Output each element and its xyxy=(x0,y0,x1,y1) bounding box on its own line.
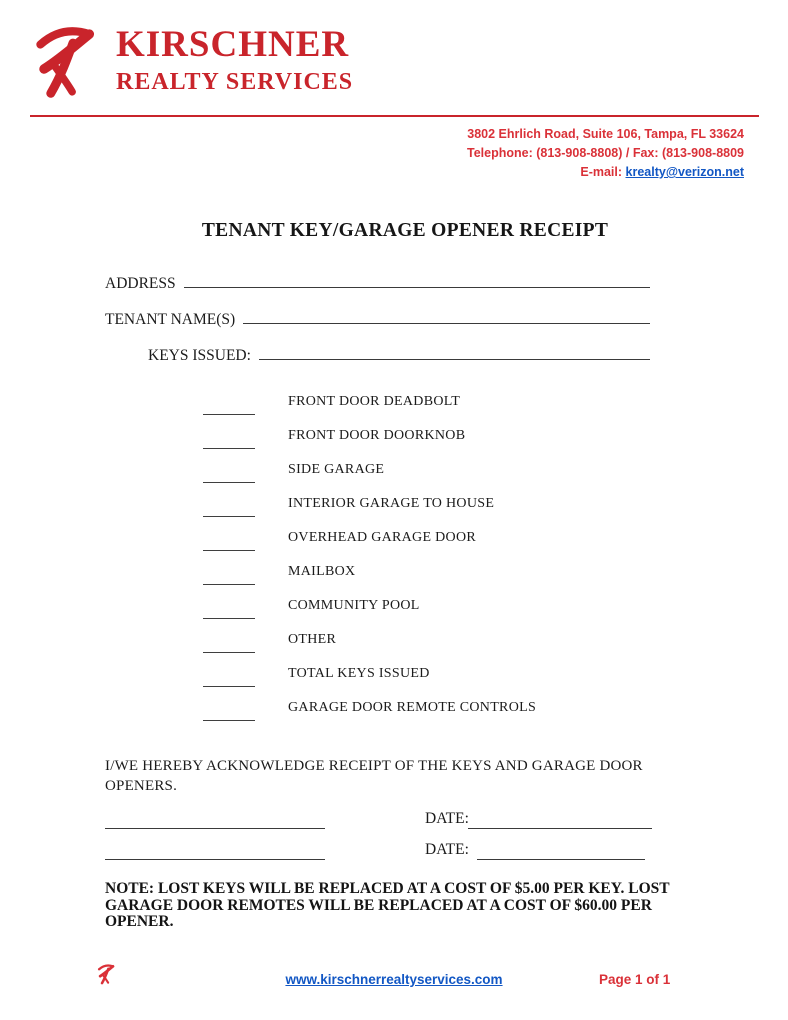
page-title: TENANT KEY/GARAGE OPENER RECEIPT xyxy=(201,220,609,241)
address-label: ADDRESS xyxy=(105,275,176,292)
signature-line xyxy=(105,828,325,829)
key-label: OVERHEAD GARAGE DOOR xyxy=(288,530,476,545)
date-label: DATE: xyxy=(425,841,469,858)
key-row-front-door-doorknob xyxy=(203,428,536,447)
count-blank xyxy=(203,504,255,517)
tenant-name-input-line xyxy=(243,308,650,324)
note-line: GARAGE DOOR REMOTES WILL BE REPLACED AT A COST OF $60.00 PER xyxy=(105,896,652,914)
page-number: Page 1 of 1 xyxy=(599,972,671,987)
field-row-keys-issued xyxy=(105,344,650,363)
key-label: FRONT DOOR DOORKNOB xyxy=(288,428,466,443)
date-line xyxy=(477,859,645,860)
count-blank xyxy=(203,436,255,449)
count-blank xyxy=(203,640,255,653)
key-label: FRONT DOOR DEADBOLT xyxy=(288,394,461,409)
note-text xyxy=(105,881,705,931)
brand-header xyxy=(33,24,353,102)
count-blank xyxy=(203,470,255,483)
website-link[interactable]: www.kirschnerrealtyservices.com xyxy=(285,972,503,987)
brand-subtitle: REALTY SERVICES xyxy=(116,69,354,95)
signature-line xyxy=(105,859,325,860)
count-blank xyxy=(203,674,255,687)
key-label: MAILBOX xyxy=(288,564,356,579)
email-link[interactable]: krealty@verizon.net xyxy=(625,165,744,179)
date-label: DATE: xyxy=(425,810,469,827)
key-label: INTERIOR GARAGE TO HOUSE xyxy=(288,496,495,511)
key-label: COMMUNITY POOL xyxy=(288,598,420,613)
signature-section xyxy=(105,806,650,868)
address-input-line xyxy=(184,272,650,288)
contact-phone: Telephone: (813-908-8808) / Fax: (813-908-8809 xyxy=(467,146,744,160)
keys-issued-label: KEYS ISSUED: xyxy=(148,347,251,364)
count-blank xyxy=(203,708,255,721)
contact-email-line xyxy=(467,163,744,182)
signature-row-1 xyxy=(105,806,650,837)
acknowledgment-line: OPENERS. xyxy=(105,778,178,794)
key-label: GARAGE DOOR REMOTE CONTROLS xyxy=(288,700,537,715)
tenant-name-label: TENANT NAME(S) xyxy=(105,311,236,328)
key-label: OTHER xyxy=(288,632,337,647)
acknowledgment-line: I/WE HEREBY ACKNOWLEDGE RECEIPT OF THE KEYS AND GARAGE DOOR xyxy=(105,758,643,774)
key-row-garage-door-remote-controls xyxy=(203,700,536,719)
contact-address: 3802 Ehrlich Road, Suite 106, Tampa, FL 33624 xyxy=(467,127,744,141)
key-row-front-door-deadbolt xyxy=(203,394,536,413)
count-blank xyxy=(203,402,255,415)
signature-row-2 xyxy=(105,837,650,868)
key-row-other xyxy=(203,632,536,651)
key-row-community-pool xyxy=(203,598,536,617)
date-line xyxy=(468,828,652,829)
key-row-side-garage xyxy=(203,462,536,481)
key-row-total-keys-issued xyxy=(203,666,536,685)
contact-block xyxy=(467,125,744,182)
key-row-mailbox xyxy=(203,564,536,583)
field-row-address xyxy=(105,272,650,291)
count-blank xyxy=(203,606,255,619)
key-row-interior-garage-to-house xyxy=(203,496,536,515)
note-line: OPENER. xyxy=(105,913,174,931)
kirschner-k-logo-icon xyxy=(33,24,107,102)
key-row-overhead-garage-door xyxy=(203,530,536,549)
acknowledgment-text xyxy=(105,756,643,796)
key-label: SIDE GARAGE xyxy=(288,462,385,477)
count-blank xyxy=(203,538,255,551)
count-blank xyxy=(203,572,255,585)
form-fields xyxy=(105,272,650,380)
key-checklist xyxy=(203,394,536,734)
key-label: TOTAL KEYS ISSUED xyxy=(288,666,430,681)
email-label: E-mail: xyxy=(580,165,626,179)
keys-issued-input-line xyxy=(259,344,650,360)
brand-text xyxy=(116,24,353,95)
brand-name: KIRSCHNER xyxy=(116,24,350,65)
note-line: NOTE: LOST KEYS WILL BE REPLACED AT A COST OF $5.00 PER KEY. LOST xyxy=(105,880,670,897)
header-divider xyxy=(30,115,759,117)
field-row-tenant-name xyxy=(105,308,650,327)
